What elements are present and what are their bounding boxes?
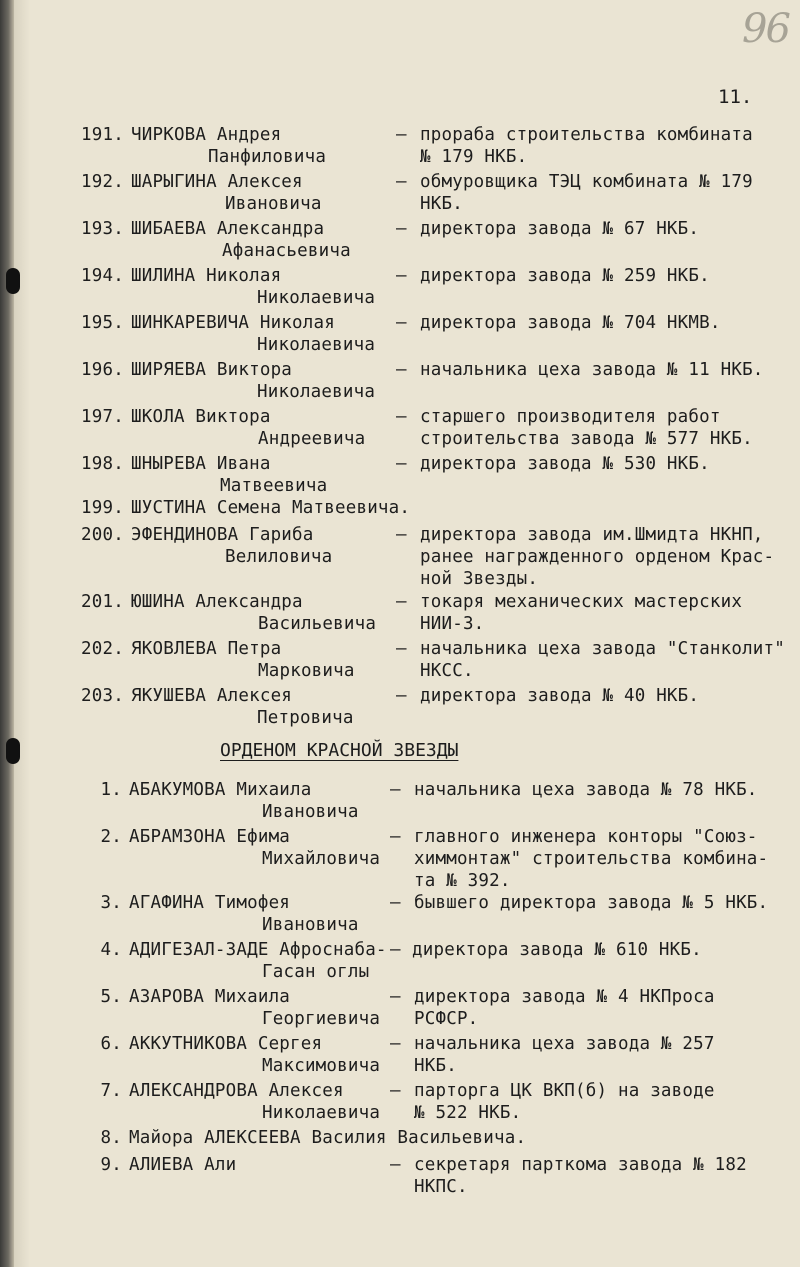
entry-number: 5.	[100, 987, 122, 1007]
entry-dash: –	[390, 893, 401, 913]
entry-number: 192.	[81, 172, 124, 192]
entry-description-line: НКБ.	[414, 1056, 457, 1076]
entry-name-line2: Афанасьевича	[222, 241, 351, 261]
entry-description-line: директора завода № 530 НКБ.	[420, 454, 710, 474]
entry-dash: –	[390, 780, 401, 800]
entry-description-line: начальника цеха завода № 11 НКБ.	[420, 360, 764, 380]
entry-name-line1: ЭФЕНДИНОВА Гариба	[131, 525, 314, 545]
entry-name-line2: Николаевича	[257, 382, 376, 402]
entry-description-line: № 522 НКБ.	[414, 1103, 522, 1123]
entry-name-line1: ШИБАЕВА Александра	[131, 219, 325, 239]
entry-dash: –	[396, 313, 407, 333]
entry-dash: –	[390, 1155, 401, 1175]
entry-name-line1: ШИЛИНА Николая	[131, 266, 282, 286]
entry-full-name: Майора АЛЕКСЕЕВА Василия Васильевича.	[129, 1128, 527, 1148]
entry-name-line2: Андреевича	[258, 429, 366, 449]
entry-description-line: токаря механических мастерских	[420, 592, 743, 612]
entry-name-line2: Ивановича	[225, 194, 322, 214]
entry-dash: –	[390, 1081, 401, 1101]
entry-name-line1: АБАКУМОВА Михаила	[129, 780, 312, 800]
entry-description-line: начальника цеха завода "Станколит"	[420, 639, 786, 659]
entry-description-line: НКПС.	[414, 1177, 468, 1197]
entry-dash: –	[390, 1034, 401, 1054]
archive-folio-number: 96	[742, 6, 789, 52]
entry-description-line: бывшего директора завода № 5 НКБ.	[414, 893, 769, 913]
entry-name-line1: ШАРЫГИНА Алексея	[131, 172, 303, 192]
entry-name-line2: Николаевича	[257, 288, 376, 308]
entry-description-line: обмуровщика ТЭЦ комбината № 179	[420, 172, 753, 192]
entry-name-line1: АККУТНИКОВА Сергея	[129, 1034, 323, 1054]
entry-description-line: № 179 НКБ.	[420, 147, 528, 167]
entry-dash: –	[396, 360, 407, 380]
entry-name-line2: Петровича	[257, 708, 354, 728]
entry-number: 200.	[81, 525, 124, 545]
entry-number: 201.	[81, 592, 124, 612]
entry-description-line: начальника цеха завода № 78 НКБ.	[414, 780, 758, 800]
entry-name-line2: Васильевича	[258, 614, 377, 634]
entry-dash: –	[396, 266, 407, 286]
entry-name-line2: Николаевича	[262, 1103, 381, 1123]
entry-number: 1.	[100, 780, 122, 800]
entry-dash: –	[396, 407, 407, 427]
entry-number: 9.	[100, 1155, 122, 1175]
entry-name-line2: Гасан оглы	[262, 962, 370, 982]
entry-number: 202.	[81, 639, 124, 659]
entry-name-line2: Максимовича	[262, 1056, 381, 1076]
entry-name-line2: Матвеевича	[220, 476, 328, 496]
page-margin-shadow	[14, 0, 30, 1267]
entry-description-line: директора завода № 704 НКМВ.	[420, 313, 721, 333]
entry-dash: –	[396, 639, 407, 659]
entry-number: 6.	[100, 1034, 122, 1054]
entry-name-line1: АЛИЕВА Али	[129, 1155, 237, 1175]
entry-name-line1: АЛЕКСАНДРОВА Алексея	[129, 1081, 344, 1101]
binding-edge	[0, 0, 14, 1267]
entry-description-line: директора завода № 259 НКБ.	[420, 266, 710, 286]
entry-dash: –	[396, 525, 407, 545]
entry-description-line: строительства завода № 577 НКБ.	[420, 429, 753, 449]
entry-dash: –	[396, 125, 407, 145]
entry-description-line: старшего производителя работ	[420, 407, 721, 427]
entry-number: 2.	[100, 827, 122, 847]
entry-description-line: НКБ.	[420, 194, 463, 214]
entry-name-line1: ЯКОВЛЕВА Петра	[131, 639, 282, 659]
entry-name-line1: АБРАМЗОНА Ефима	[129, 827, 291, 847]
entry-name-line1: АГАФИНА Тимофея	[129, 893, 291, 913]
entry-dash: –	[390, 987, 401, 1007]
entry-number: 195.	[81, 313, 124, 333]
entry-full-name: ШУСТИНА Семена Матвеевича.	[131, 498, 411, 518]
entry-description-line: НИИ-3.	[420, 614, 485, 634]
entry-dash: –	[390, 940, 401, 960]
entry-number: 197.	[81, 407, 124, 427]
entry-dash: –	[396, 454, 407, 474]
entry-number: 199.	[81, 498, 124, 518]
entry-number: 3.	[100, 893, 122, 913]
entry-number: 203.	[81, 686, 124, 706]
entry-description-line: та № 392.	[414, 871, 511, 891]
entry-description-line: начальника цеха завода № 257	[414, 1034, 715, 1054]
punch-hole	[6, 738, 20, 764]
entry-number: 194.	[81, 266, 124, 286]
entry-description-line: прораба строительства комбината	[420, 125, 753, 145]
entry-name-line2: Михайловича	[262, 849, 381, 869]
entry-name-line1: ШНЫРЕВА Ивана	[131, 454, 271, 474]
entry-number: 191.	[81, 125, 124, 145]
entry-name-line2: Панфиловича	[208, 147, 327, 167]
entry-name-line1: ЮШИНА Александра	[131, 592, 303, 612]
entry-dash: –	[396, 686, 407, 706]
entry-description-line: ранее награжденного орденом Крас-	[420, 547, 775, 567]
entry-name-line1: ШИРЯЕВА Виктора	[131, 360, 293, 380]
entry-description-line: директора завода № 40 НКБ.	[420, 686, 700, 706]
punch-hole	[6, 268, 20, 294]
section-title: ОРДЕНОМ КРАСНОЙ ЗВЕЗДЫ	[220, 740, 459, 761]
entry-description-line: ной Звезды.	[420, 569, 539, 589]
entry-name-line2: Ивановича	[262, 802, 359, 822]
entry-description-line: директора завода им.Шмидта НКНП,	[420, 525, 764, 545]
entry-name-line1: ШИНКАРЕВИЧА Николая	[131, 313, 335, 333]
entry-name-line2: Николаевича	[257, 335, 376, 355]
entry-dash: –	[396, 172, 407, 192]
entry-name-line1: ШКОЛА Виктора	[131, 407, 271, 427]
entry-description-line: химмонтаж" строительства комбина-	[414, 849, 769, 869]
entry-number: 4.	[100, 940, 122, 960]
page-number: 11.	[718, 86, 753, 108]
entry-name-line1: АЗАРОВА Михаила	[129, 987, 291, 1007]
entry-description-line: парторга ЦК ВКП(б) на заводе	[414, 1081, 715, 1101]
entry-name-line1: ЧИРКОВА Андрея	[131, 125, 282, 145]
entry-dash: –	[396, 219, 407, 239]
entry-name-line2: Велиловича	[225, 547, 333, 567]
entry-number: 8.	[100, 1128, 122, 1148]
entry-description-line: РСФСР.	[414, 1009, 479, 1029]
entry-number: 193.	[81, 219, 124, 239]
entry-description-line: НКСС.	[420, 661, 474, 681]
entry-number: 7.	[100, 1081, 122, 1101]
entry-description-line: директора завода № 4 НКПроса	[414, 987, 715, 1007]
entry-dash: –	[390, 827, 401, 847]
entry-description-line: директора завода № 67 НКБ.	[420, 219, 700, 239]
entry-number: 196.	[81, 360, 124, 380]
entry-description-line: директора завода № 610 НКБ.	[412, 940, 702, 960]
entry-name-line2: Георгиевича	[262, 1009, 381, 1029]
entry-description-line: главного инженера конторы "Союз-	[414, 827, 758, 847]
entry-description-line: секретаря парткома завода № 182	[414, 1155, 747, 1175]
entry-name-line2: Марковича	[258, 661, 355, 681]
entry-name-line1: АДИГЕЗАЛ-ЗАДЕ Афроснаба-	[129, 940, 387, 960]
entry-name-line2: Ивановича	[262, 915, 359, 935]
entry-dash: –	[396, 592, 407, 612]
entry-number: 198.	[81, 454, 124, 474]
entry-name-line1: ЯКУШЕВА Алексея	[131, 686, 293, 706]
